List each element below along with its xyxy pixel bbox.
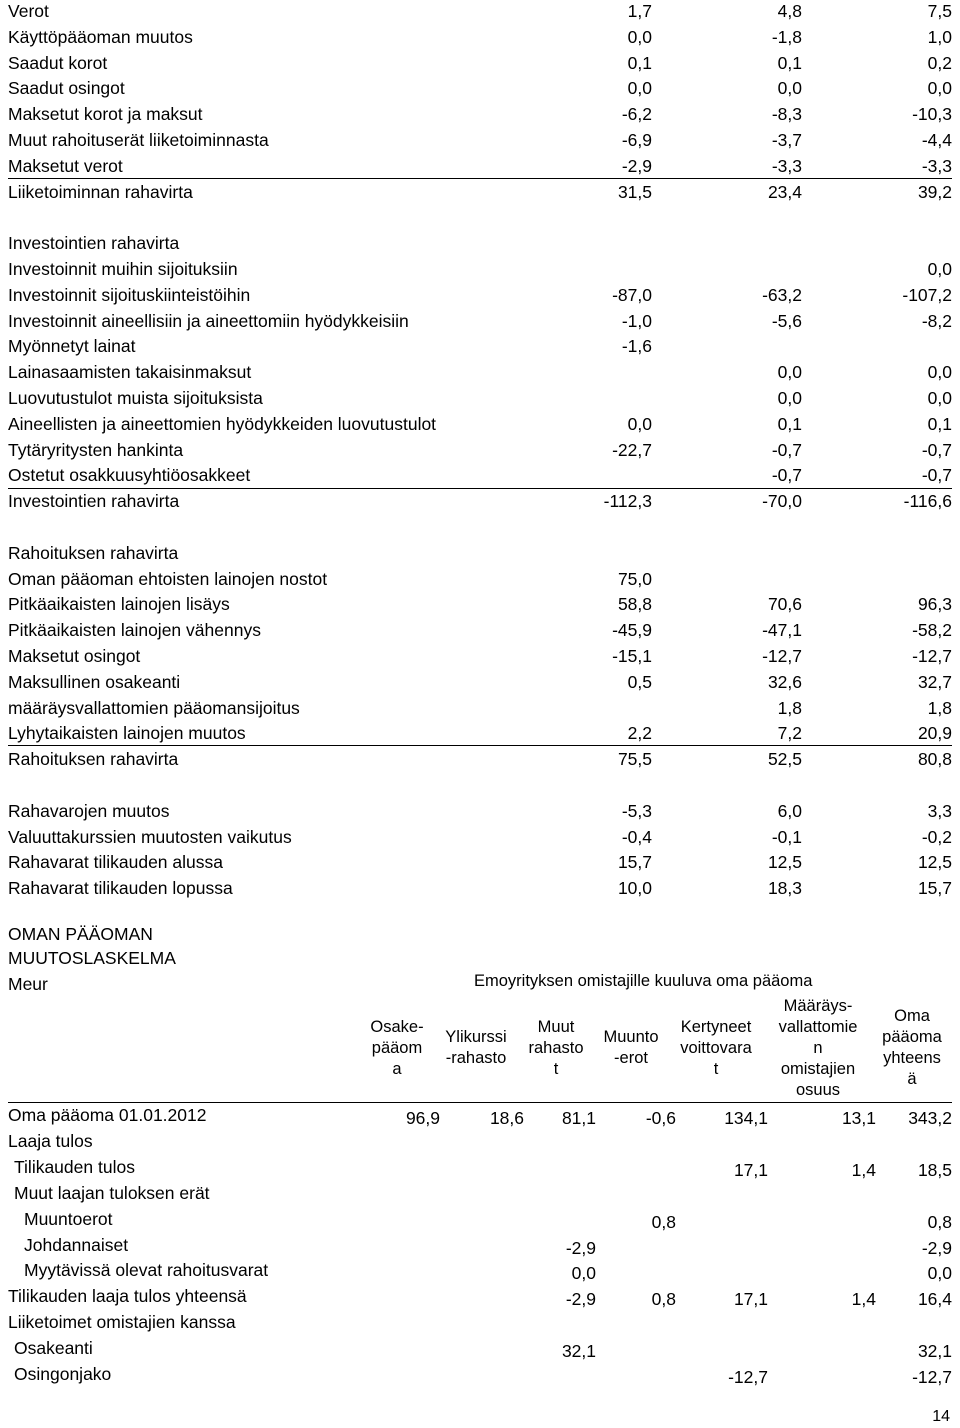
cashflow-value-col1: -2,9 (621, 155, 652, 176)
cashflow-row-label: Maksetut korot ja maksut (8, 104, 203, 125)
cashflow-value-col1: 0,5 (627, 671, 652, 692)
equity-column-header (872, 1006, 952, 1090)
cashflow-row (8, 334, 952, 358)
cashflow-value-col2: 12,5 (767, 852, 802, 873)
cashflow-value-col1: 15,7 (617, 852, 652, 873)
cashflow-row (8, 102, 952, 126)
cashflow-row (8, 309, 952, 333)
equity-row-label: Tilikauden tulos (14, 1156, 135, 1177)
cashflow-value-col2: 70,6 (767, 594, 802, 615)
equity-group-header: Emoyrityksen omistajille kuuluva oma pääoma (474, 972, 813, 990)
cashflow-row (8, 386, 952, 410)
cashflow-row-label: Oman pääoman ehtoisten lainojen nostot (8, 568, 328, 589)
cashflow-value-col2: -5,6 (771, 310, 802, 331)
rahoitus-total-rule (8, 745, 952, 746)
equity-value-col4: 0,8 (651, 1289, 676, 1310)
equity-row-label: Johdannaiset (24, 1234, 129, 1255)
cashflow-row-label: Rahoituksen rahavirta (8, 542, 179, 563)
cashflow-value-col1: -15,1 (612, 646, 652, 666)
cashflow-value-col1: -5,3 (621, 800, 652, 821)
cashflow-value-col2: -0,7 (771, 465, 802, 486)
cashflow-row-label: Rahavarat tilikauden lopussa (8, 878, 233, 899)
equity-column-header-line: Määräys- (783, 997, 853, 1015)
equity-title-line2: MUUTOSLASKELMA (8, 948, 176, 968)
equity-value-col4: 0,8 (651, 1211, 676, 1232)
cashflow-row-label: Rahavarat tilikauden alussa (8, 852, 223, 873)
cashflow-value-col2: -1,8 (771, 26, 802, 47)
liiketoiminta-total-rule (8, 178, 952, 179)
cashflow-value-col2: 0,0 (777, 362, 802, 383)
equity-row (8, 1233, 952, 1257)
cashflow-value-col3: 0,2 (927, 52, 952, 73)
equity-column-header-line: Osake- (370, 1018, 424, 1036)
equity-column-header-line: Kertyneet (680, 1018, 752, 1036)
cashflow-value-col2: 7,2 (777, 723, 802, 744)
cashflow-row-label: Investoinnit aineellisiin ja aineettomiin hyödykkeisiin (8, 310, 409, 331)
cashflow-row-label: Tytäryritysten hankinta (8, 439, 184, 460)
cashflow-value-col2: 0,1 (777, 52, 802, 73)
equity-value-col5: 17,1 (733, 1289, 768, 1310)
cashflow-value-col2: 4,8 (777, 1, 802, 21)
cashflow-value-col1: -87,0 (612, 284, 652, 305)
cashflow-value-col1: 10,0 (617, 878, 652, 899)
cashflow-row-label: Valuuttakurssien muutosten vaikutus (8, 826, 292, 847)
cashflow-value-col1: -6,2 (621, 104, 652, 125)
cashflow-row-label: Investointien rahavirta (8, 491, 180, 512)
cashflow-value-col3: -10,3 (912, 104, 952, 125)
cashflow-row (8, 25, 952, 49)
cashflow-value-col3: -116,6 (903, 491, 952, 512)
page-number: 14 (932, 1408, 950, 1425)
cashflow-value-col3: 32,7 (917, 671, 952, 692)
cashflow-row (8, 51, 952, 75)
cashflow-row-label: Liiketoiminnan rahavirta (8, 181, 193, 202)
cashflow-row-label: Myönnetyt lainat (8, 336, 136, 357)
equity-column-header-line: t (713, 1060, 719, 1078)
equity-row (8, 1284, 952, 1308)
cashflow-row-label: Rahoituksen rahavirta (8, 749, 179, 770)
cashflow-row-label: Muut rahoituserät liiketoiminnasta (8, 130, 269, 150)
cashflow-value-col3: -107,2 (902, 284, 952, 305)
cashflow-row (8, 618, 952, 642)
equity-column-header-line: pääoma (882, 1028, 942, 1046)
cashflow-value-col1: -1,0 (621, 310, 652, 331)
equity-column-header-line: yhteens (883, 1049, 941, 1067)
cashflow-value-col3: -0,7 (921, 465, 952, 486)
equity-column-header-line: voittovara (680, 1039, 752, 1057)
equity-value-col7: 32,1 (917, 1341, 952, 1362)
cashflow-value-col3: 15,7 (917, 878, 952, 899)
cashflow-value-col3: 0,0 (927, 259, 952, 279)
cashflow-value-col2: -63,2 (762, 284, 802, 305)
cashflow-value-col1: -22,7 (612, 439, 652, 460)
cashflow-value-col2: -3,7 (771, 130, 802, 150)
equity-column-header-line: omistajien (780, 1060, 856, 1078)
equity-row (8, 1181, 952, 1205)
equity-value-col3: -2,9 (565, 1289, 596, 1310)
cashflow-row-label: Luovutustulot muista sijoituksista (8, 388, 263, 408)
cashflow-row-label: Verot (8, 1, 49, 21)
equity-column-header-line: pääom (371, 1039, 423, 1057)
cashflow-row (8, 567, 952, 591)
cashflow-row (8, 747, 952, 771)
equity-column-header (520, 1017, 592, 1080)
equity-row-label: Oma pääoma 01.01.2012 (8, 1105, 207, 1125)
cashflow-value-col3: 0,0 (927, 78, 952, 99)
cashflow-value-col1: 2,2 (627, 723, 652, 744)
equity-value-col5: 17,1 (733, 1159, 768, 1180)
cashflow-row-label: Ostetut osakkuusyhtiöosakkeet (8, 465, 251, 486)
equity-value-col4: -0,6 (645, 1108, 676, 1128)
equity-column-header (768, 996, 868, 1101)
cashflow-row (8, 128, 952, 152)
equity-value-col3: 81,1 (561, 1108, 596, 1128)
cashflow-row (8, 541, 952, 565)
cashflow-row (8, 696, 952, 720)
cashflow-row (8, 773, 952, 797)
cashflow-row-label: Maksetut verot (8, 155, 123, 176)
cashflow-value-col1: 75,0 (617, 568, 652, 589)
equity-value-col1: 96,9 (405, 1108, 440, 1128)
equity-row (8, 1129, 952, 1153)
equity-row-label: Liiketoimet omistajien kanssa (8, 1312, 236, 1333)
equity-row (8, 1336, 952, 1360)
equity-value-col5: 134,1 (724, 1108, 768, 1128)
cashflow-row-label: Investointien rahavirta (8, 233, 180, 254)
equity-column-header (670, 1017, 762, 1080)
equity-value-col7: 16,4 (917, 1289, 952, 1310)
equity-column-header (362, 1017, 432, 1080)
cashflow-row (8, 412, 952, 436)
cashflow-value-col2: -0,7 (771, 439, 802, 460)
equity-value-col7: 18,5 (917, 1159, 952, 1180)
equity-row (8, 1103, 952, 1127)
cashflow-value-col1: 0,1 (627, 52, 652, 73)
cashflow-row-label: Maksullinen osakeanti (8, 671, 181, 692)
equity-row-label: Muuntoerot (24, 1208, 113, 1229)
cashflow-value-col1: 0,0 (627, 26, 652, 47)
cashflow-row-label: määräysvallattomien pääomansijoitus (8, 697, 300, 718)
equity-value-col2: 18,6 (489, 1108, 524, 1128)
cashflow-row (8, 515, 952, 539)
equity-row-label: Osakeanti (14, 1338, 93, 1359)
equity-row-label: Myytävissä olevat rahoitusvarat (24, 1260, 269, 1281)
equity-column-header-line: Muunto (603, 1028, 659, 1046)
cashflow-row (8, 592, 952, 616)
cashflow-row-label: Maksetut osingot (8, 646, 141, 666)
equity-value-col7: -12,7 (912, 1367, 952, 1387)
cashflow-row (8, 670, 952, 694)
cashflow-value-col2: 18,3 (767, 878, 802, 899)
equity-value-col6: 1,4 (851, 1159, 876, 1180)
equity-column-header-line: Ylikurssi (445, 1028, 507, 1046)
equity-value-col3: 0,0 (571, 1263, 596, 1284)
cashflow-value-col2: 52,5 (767, 749, 802, 770)
equity-row-label: Laaja tulos (8, 1130, 93, 1151)
cashflow-value-col1: 1,7 (627, 1, 652, 21)
cashflow-value-col1: 58,8 (617, 594, 652, 615)
cashflow-row (8, 463, 952, 487)
equity-value-col6: 1,4 (851, 1289, 876, 1310)
equity-column-header-line: vallattomie (778, 1018, 858, 1036)
cashflow-value-col3: 0,0 (927, 362, 952, 383)
cashflow-row-label: Lainasaamisten takaisinmaksut (8, 362, 252, 383)
cashflow-row-label: Käyttöpääoman muutos (8, 26, 193, 47)
equity-row-label: Tilikauden laaja tulos yhteensä (8, 1286, 247, 1307)
equity-value-col6: 13,1 (841, 1108, 876, 1128)
cashflow-value-col3: -0,2 (921, 826, 952, 847)
cashflow-value-col2: 23,4 (767, 181, 802, 202)
equity-column-header-line: Muut (537, 1018, 575, 1036)
cashflow-value-col2: -70,0 (762, 491, 802, 512)
cashflow-value-col2: 0,0 (777, 388, 802, 408)
equity-value-col3: -2,9 (565, 1237, 596, 1258)
cashflow-row-label: Lyhytaikaisten lainojen muutos (8, 723, 246, 744)
equity-column-header-line: -erot (614, 1049, 648, 1067)
cashflow-value-col1: 0,0 (627, 413, 652, 434)
equity-column-header-line: t (553, 1060, 559, 1078)
cashflow-value-col3: -3,3 (921, 155, 952, 176)
cashflow-row (8, 180, 952, 204)
cashflow-value-col1: -0,4 (621, 826, 652, 847)
cashflow-row (8, 799, 952, 823)
equity-column-header-line: a (392, 1060, 402, 1078)
cashflow-value-col2: -3,3 (771, 155, 802, 176)
cashflow-row (8, 231, 952, 255)
equity-value-col7: 343,2 (908, 1108, 952, 1128)
equity-column-header-line: -rahasto (445, 1049, 507, 1067)
cashflow-row-label: Investoinnit muihin sijoituksiin (8, 259, 238, 279)
cashflow-value-col1: -112,3 (603, 491, 652, 512)
equity-unit: Meur (8, 974, 48, 994)
cashflow-value-col3: 20,9 (917, 723, 952, 744)
cashflow-row-label: Investoinnit sijoituskiinteistöihin (8, 284, 251, 305)
cashflow-value-col2: -0,1 (771, 826, 802, 847)
cashflow-value-col2: -8,3 (771, 104, 802, 125)
cashflow-value-col1: -1,6 (621, 336, 652, 357)
cashflow-row (8, 154, 952, 178)
equity-title-line1: OMAN PÄÄOMAN (8, 924, 153, 944)
equity-row (8, 1362, 952, 1386)
cashflow-row (8, 721, 952, 745)
cashflow-value-col1: 0,0 (627, 78, 652, 99)
equity-column-header-line: Oma (894, 1007, 930, 1025)
cashflow-row (8, 205, 952, 229)
cashflow-row (8, 0, 952, 23)
equity-value-col7: 0,0 (927, 1263, 952, 1284)
cashflow-value-col3: 12,5 (917, 852, 952, 873)
cashflow-row-label: Pitkäaikaisten lainojen lisäys (8, 594, 230, 615)
cashflow-row (8, 876, 952, 900)
cashflow-value-col2: 0,1 (777, 413, 802, 434)
equity-value-col5: -12,7 (728, 1367, 768, 1387)
equity-column-header-line: ä (907, 1070, 917, 1088)
equity-value-col7: -2,9 (921, 1237, 952, 1258)
equity-column-header-line: rahasto (528, 1039, 584, 1057)
cashflow-row-label: Aineellisten ja aineettomien hyödykkeiden luovutustulot (8, 413, 437, 434)
cashflow-value-col3: -0,7 (921, 439, 952, 460)
cashflow-value-col1: -6,9 (621, 130, 652, 150)
cashflow-value-col2: 32,6 (767, 671, 802, 692)
cashflow-value-col3: 96,3 (917, 594, 952, 615)
cashflow-value-col2: -47,1 (762, 620, 802, 641)
cashflow-row-label: Saadut osingot (8, 78, 125, 99)
equity-row-label: Muut laajan tuloksen erät (14, 1182, 210, 1203)
cashflow-row-label: Pitkäaikaisten lainojen vähennys (8, 620, 261, 641)
cashflow-value-col3: 0,0 (927, 388, 952, 408)
cashflow-value-col1: 75,5 (617, 749, 652, 770)
cashflow-value-col2: 0,0 (777, 78, 802, 99)
equity-row (8, 1258, 952, 1282)
cashflow-row-label: Saadut korot (8, 52, 108, 73)
equity-column-header-line: n (813, 1039, 823, 1057)
equity-column-header (436, 1027, 516, 1069)
investointi-total-rule (8, 488, 952, 489)
cashflow-value-col3: -8,2 (921, 310, 952, 331)
cashflow-row (8, 283, 952, 307)
cashflow-value-col3: -58,2 (912, 620, 952, 641)
cashflow-value-col2: 6,0 (777, 800, 802, 821)
equity-column-header (594, 1027, 668, 1069)
cashflow-row (8, 438, 952, 462)
cashflow-value-col3: -4,4 (921, 130, 952, 150)
equity-row-label: Osingonjako (14, 1364, 112, 1384)
cashflow-value-col2: 1,8 (777, 697, 802, 718)
cashflow-value-col3: 1,0 (927, 26, 952, 47)
cashflow-value-col3: 0,1 (927, 413, 952, 434)
cashflow-row (8, 257, 952, 281)
equity-row (8, 1155, 952, 1179)
cashflow-value-col3: 1,8 (927, 697, 952, 718)
equity-column-header-line: osuus (795, 1081, 841, 1099)
cashflow-value-col2: -12,7 (762, 646, 802, 666)
cashflow-row (8, 644, 952, 668)
cashflow-row (8, 850, 952, 874)
cashflow-row (8, 76, 952, 100)
cashflow-row (8, 360, 952, 384)
equity-value-col7: 0,8 (927, 1211, 952, 1232)
cashflow-value-col3: 80,8 (917, 749, 952, 770)
cashflow-value-col1: -45,9 (612, 620, 652, 641)
cashflow-value-col3: 39,2 (917, 181, 952, 202)
cashflow-value-col3: 3,3 (927, 800, 952, 821)
cashflow-row (8, 825, 952, 849)
cashflow-row-label: Rahavarojen muutos (8, 800, 170, 821)
cashflow-value-col1: 31,5 (617, 181, 652, 202)
cashflow-value-col3: 7,5 (927, 1, 952, 21)
equity-value-col3: 32,1 (561, 1341, 596, 1362)
equity-row (8, 1207, 952, 1231)
equity-row (8, 1310, 952, 1334)
cashflow-row (8, 489, 952, 513)
cashflow-value-col3: -12,7 (912, 646, 952, 666)
